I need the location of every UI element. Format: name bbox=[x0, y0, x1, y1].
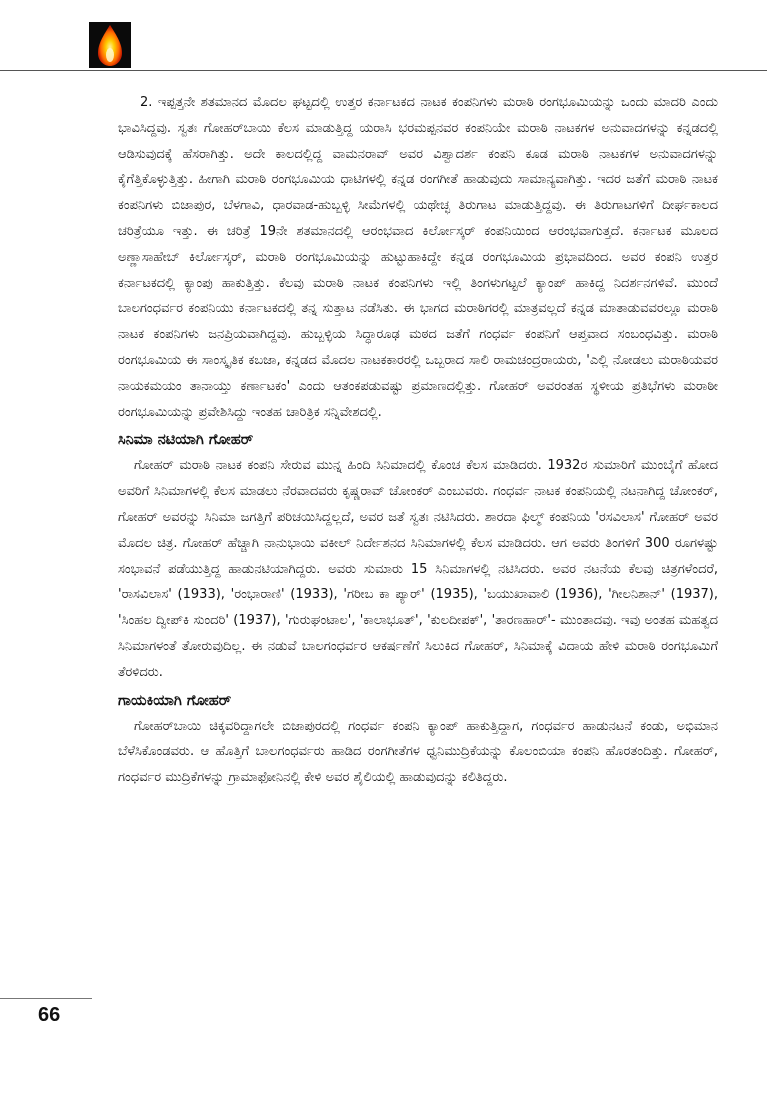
header-rule bbox=[0, 70, 767, 71]
section-paragraph-singer: ಗೋಹರ್‌ಬಾಯಿ ಚಿಕ್ಕವರಿದ್ದಾಗಲೇ ಬಿಜಾಪುರದಲ್ಲಿ ಗಂಧರ್ವ ಕಂಪನಿ ಕ್ಯಾಂಪ್ ಹಾಕುತ್ತಿದ್ದಾಗ, ಗಂಧರ್ವರ ಹಾಡುನಟನೆ ಕಂಡು, ಅಭಿಮಾನ ಬೆಳೆಸಿಕೊಂಡವರು. ಆ ಹೊತ್ತಿಗೆ ಬಾಲಗಂಧರ್ವರು ಹಾಡಿದ ರಂಗಗೀತೆಗಳ ಧ್ವನಿಮುದ್ರಿಕೆಯನ್ನು ಕೊಲಂಬಿಯಾ ಕಂಪನಿ ಹೊರತಂದಿತ್ತು. ಗೋಹರ್, ಗಂಧರ್ವರ ಮುದ್ರಿಕೆಗಳನ್ನು ಗ್ರಾಮಾಫೋನಿನಲ್ಲಿ ಕೇಳಿ ಅವರ ಶೈಲಿಯಲ್ಲಿ ಹಾಡುವುದನ್ನು ಕಲಿತಿದ್ದರು. bbox=[118, 718, 718, 786]
page-number: 66 bbox=[38, 1004, 61, 1026]
intro-paragraph: 2. ಇಪ್ಪತ್ತನೇ ಶತಮಾನದ ಮೊದಲ ಘಟ್ಟದಲ್ಲಿ ಉತ್ತರ ಕರ್ನಾಟಕದ ನಾಟಕ ಕಂಪನಿಗಳು ಮರಾಠಿ ರಂಗಭೂಮಿಯನ್ನು ಒಂದು ಮಾದರಿ ಎಂದು ಭಾವಿಸಿದ್ದವು. ಸ್ವತಃ ಗೋಹರ್‌ಬಾಯಿ ಕೆಲಸ ಮಾಡುತ್ತಿದ್ದ ಯರಾಸಿ ಭರಮಪ್ಪನವರ ಕಂಪನಿಯೇ ಮರಾಠಿ ನಾಟಕಗಳ ಅನುವಾದಗಳನ್ನು ಕನ್ನಡದಲ್ಲಿ ಆಡಿಸುವುದಕ್ಕೆ ಹೆಸರಾಗಿತ್ತು. ಅದೇ ಕಾಲದಲ್ಲಿದ್ದ ವಾಮನರಾವ್ ಅವರ ವಿಶ್ವಾದರ್ಶ ಕಂಪನಿ ಕೂಡ ಮರಾಠಿ ನಾಟಕಗಳ ಅನುವಾದಗಳನ್ನು ಕೈಗೆತ್ತಿಕೊಳ್ಳುತ್ತಿತ್ತು. ಹೀಗಾಗಿ ಮರಾಠಿ ರಂಗಭೂಮಿಯ ಧಾಟಿಗಳಲ್ಲಿ ಕನ್ನಡ ರಂಗಗೀತೆ ಹಾಡುವುದು ಸಾಮಾನ್ಯವಾಗಿತ್ತು. ಇದರ ಜತೆಗೆ ಮರಾಠಿ ನಾಟಕ ಕಂಪನಿಗಳು ಬಿಜಾಪುರ, ಬೆಳಗಾವಿ, ಧಾರವಾಡ-ಹುಬ್ಬಳ್ಳಿ ಸೀಮೆಗಳಲ್ಲಿ ಯಥೇಚ್ಛ ತಿರುಗಾಟ ಮಾಡುತ್ತಿದ್ದವು. ಈ ತಿರುಗಾಟಗಳಿಗೆ ದೀರ್ಘಕಾಲದ ಚರಿತ್ರೆಯೂ ಇತ್ತು. ಈ ಚರಿತ್ರೆ 19ನೇ ಶತಮಾನದಲ್ಲಿ ಆರಂಭವಾದ ಕಿರ್ಲೋಸ್ಕರ್ ಕಂಪನಿಯಿಂದ ಆರಂಭವಾಗುತ್ತದೆ. ಕರ್ನಾಟಕ ಮೂಲದ ಅಣ್ಣಾಸಾಹೇಬ್ ಕಿರ್ಲೋಸ್ಕರ್, ಮರಾಠಿ ರಂಗಭೂಮಿಯನ್ನು ಹುಟ್ಟುಹಾಕಿದ್ದೇ ಕನ್ನಡ ರಂಗಭೂಮಿಯ ಪ್ರಭಾವದಿಂದ. ಅವರ ಕಂಪನಿ ಉತ್ತರ ಕರ್ನಾಟಕದಲ್ಲಿ ಕ್ಯಾಂಪು ಹಾಕುತ್ತಿತ್ತು. ಕೆಲವು ಮರಾಠಿ ನಾಟಕ ಕಂಪನಿಗಳು ಇಲ್ಲಿ ತಿಂಗಳುಗಟ್ಟಲೆ ಕ್ಯಾಂಪ್ ಹಾಕಿದ್ದ ನಿದರ್ಶನಗಳಿವೆ. ಮುಂದೆ ಬಾಲಗಂಧರ್ವರ ಕಂಪನಿಯು ಕರ್ನಾಟಕದಲ್ಲಿ ತನ್ನ ಸುತ್ತಾಟ ನಡೆಸಿತು. ಈ ಭಾಗದ ಮರಾಠಿಗರಲ್ಲಿ ಮಾತ್ರವಲ್ಲದೆ ಕನ್ನಡ ಮಾತಾಡುವವರಲ್ಲೂ ಮರಾಠಿ ನಾಟಕ ಕಂಪನಿಗಳು ಜನಪ್ರಿಯವಾಗಿದ್ದವು. ಹುಬ್ಬಳ್ಳಿಯ ಸಿದ್ಧಾರೂಢ ಮಠದ ಜತೆಗೆ ಗಂಧರ್ವ ಕಂಪನಿಗೆ ಆಪ್ತವಾದ ಸಂಬಂಧವಿತ್ತು. ಮರಾಠಿ ರಂಗಭೂಮಿಯ ಈ ಸಾಂಸ್ಕೃತಿಕ ಕಬಜಾ, ಕನ್ನಡದ ಮೊದಲ ನಾಟಕಕಾರರಲ್ಲಿ ಒಬ್ಬರಾದ ಸಾಲಿ ರಾಮಚಂದ್ರರಾಯರು, 'ಎಲ್ಲಿ ನೋಡಲು ಮರಾಠಿಯವರ ನಾಯಕಮಯಂ ತಾನಾಯ್ತು ಕರ್ಣಾಟಕಂ' ಎಂದು ಆತಂಕಪಡುವಷ್ಟು ಪ್ರಮಾಣದಲ್ಲಿತ್ತು. ಗೋಹರ್ ಅವರಂತಹ ಸ್ಥಳೀಯ ಪ್ರತಿಭೆಗಳು ಮರಾಠೀ ರಂಗಭೂಮಿಯನ್ನು ಪ್ರವೇಶಿಸಿದ್ದು ಇಂತಹ ಚಾರಿತ್ರಿಕ ಸನ್ನಿವೇಶದಲ್ಲಿ. bbox=[118, 95, 718, 420]
section-paragraph-cinema: ಗೋಹರ್ ಮರಾಠಿ ನಾಟಕ ಕಂಪನಿ ಸೇರುವ ಮುನ್ನ ಹಿಂದಿ ಸಿನಿಮಾದಲ್ಲಿ ಕೊಂಚ ಕೆಲಸ ಮಾಡಿದರು. 1932ರ ಸುಮಾರಿಗೆ ಮುಂಬೈಗೆ ಹೋದ ಅವರಿಗೆ ಸಿನಿಮಾಗಳಲ್ಲಿ ಕೆಲಸ ಮಾಡಲು ನೆರವಾದವರು ಕೃಷ್ಣರಾವ್ ಚೋಂಕರ್ ಎಂಬುವರು. ಗಂಧರ್ವ ನಾಟಕ ಕಂಪನಿಯಲ್ಲಿ ನಟನಾಗಿದ್ದ ಚೋಂಕರ್, ಗೋಹರ್ ಅವರನ್ನು ಸಿನಿಮಾ ಜಗತ್ತಿಗೆ ಪರಿಚಯಿಸಿದ್ದಲ್ಲದೆ, ಅವರ ಜತೆ ಸ್ವತಃ ನಟಿಸಿದರು. ಶಾರದಾ ಫಿಲ್ಮ್ ಕಂಪನಿಯ 'ರಸವಿಲಾಸ' ಗೋಹರ್ ಅವರ ಮೊದಲ ಚಿತ್ರ. ಗೋಹರ್ ಹೆಚ್ಚಾಗಿ ನಾನುಭಾಯಿ ವಕೀಲ್ ನಿರ್ದೇಶನದ ಸಿನಿಮಾಗಳಲ್ಲಿ ಕೆಲಸ ಮಾಡಿದರು. ಆಗ ಅವರು ತಿಂಗಳಿಗೆ 300 ರೂಗಳಷ್ಟು ಸಂಭಾವನೆ ಪಡೆಯುತ್ತಿದ್ದ ಹಾಡುನಟಿಯಾಗಿದ್ದರು. ಅವರು ಸುಮಾರು 15 ಸಿನಿಮಾಗಳಲ್ಲಿ ನಟಿಸಿದರು. ಅವರ ನಟನೆಯ ಕೆಲವು ಚಿತ್ರಗಳೆಂದರೆ, 'ರಾಸವಿಲಾಸ' (1933), 'ರಂಭಾರಾಣಿ' (1933), 'ಗರೀಬ ಕಾ ಪ್ಯಾರ್' (1935), 'ಬಯುಖಾವಾಲಿ (1936), 'ಗೀಲನಿಶಾನ್' (1937), 'ಸಿಂಹಲ ದ್ವೀಪ್‌ಕಿ ಸುಂದರಿ' (1937), 'ಗುರುಘಂಟಾಲ', 'ಕಾಲಾಭೂತ್', 'ಕುಲದೀಪಕ್', 'ತಾರಣಹಾರ್'- ಮುಂತಾದವು. ಇವು ಅಂತಹ ಮಹತ್ವದ ಸಿನಿಮಾಗಳಂತೆ ತೋರುವುದಿಲ್ಲ. ಈ ನಡುವೆ ಬಾಲಗಂಧರ್ವರ ಆಕರ್ಷಣೆಗೆ ಸಿಲುಕಿದ ಗೋಹರ್, ಸಿನಿಮಾಕ್ಕೆ ವಿದಾಯ ಹೇಳಿ ಮರಾಠಿ ರಂಗಭೂಮಿಗೆ ತೆರಳಿದರು. bbox=[118, 458, 718, 680]
section-heading-singer: ಗಾಯಕಿಯಾಗಿ ಗೋಹರ್ bbox=[118, 692, 232, 709]
flame-icon bbox=[89, 22, 131, 68]
page-body bbox=[118, 90, 718, 791]
footer-rule bbox=[0, 998, 92, 999]
section-heading-cinema: ಸಿನಿಮಾ ನಟಿಯಾಗಿ ಗೋಹರ್ bbox=[118, 432, 254, 449]
